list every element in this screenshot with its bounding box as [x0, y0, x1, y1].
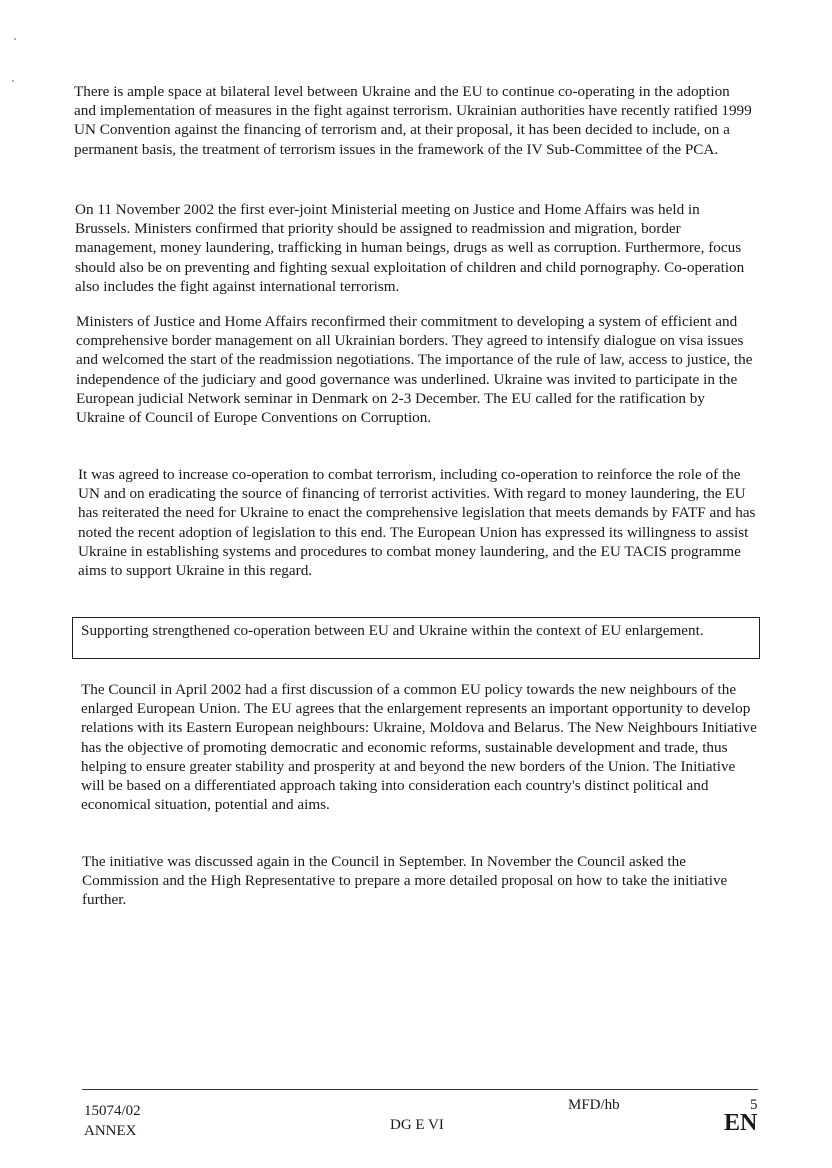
paragraph-initiative-further: The initiative was discussed again in the Council in September. In November the Council asked the Commission and the High Representative to prepare a more detailed proposal on how to take the initiative further.	[82, 853, 728, 909]
footer-directorate: DG E VI	[390, 1117, 444, 1133]
footer-annex: ANNEX	[84, 1123, 137, 1139]
paragraph-terrorism-cooperation: There is ample space at bilateral level between Ukraine and the EU to continue co-operating in the adoption and implementation of measures in the fight against terrorism. Ukrainian authorities have recently ratified 1999 UN Convention against the financing of terrorism and, at their proposal, it has been decided to include, on a permanent basis, the treatment of terrorism issues in the framework of the IV Sub-Committee of the PCA.	[74, 83, 752, 158]
paragraph-new-neighbours-initiative: The Council in April 2002 had a first discussion of a common EU policy towards the new neighbours of the enlarged European Union. The EU agrees that the enlargement represents an important opportunity to develop relations with its Eastern European neighbours: Ukraine, Moldova and Belarus. The New Neighbours Initiative has the objective of promoting democratic and economic reforms, sustainable development and trade, thus helping to ensure greater stability and prosperity at and beyond the new borders of the Union. The Initiative will be based on a differentiated approach taking into consideration each country's distinct political and economical situation, potential and aims.	[81, 681, 757, 814]
footer-language-code: EN	[724, 1110, 758, 1136]
scan-speck	[14, 38, 16, 40]
footer-doc-number: 15074/02	[84, 1103, 141, 1119]
footer-page-number: 5	[750, 1097, 758, 1113]
section-heading-box	[72, 617, 760, 659]
footer-divider	[82, 1089, 758, 1090]
paragraph-money-laundering: It was agreed to increase co-operation to combat terrorism, including co-operation to reinforce the role of the UN and on eradicating the source of financing of terrorist activities. With regard to money laundering, the EU has reiterated the need for Ukraine to enact the comprehensive legislation that meets demands by FATF and has noted the recent adoption of legislation to this end. The European Union has expressed its willingness to assist Ukraine in establishing systems and procedures to combat money laundering, and the EU TACIS programme aims to support Ukraine in this regard.	[78, 466, 756, 580]
scan-speck	[12, 80, 14, 82]
footer-reference: MFD/hb	[568, 1097, 620, 1113]
section-heading: Supporting strengthened co-operation between EU and Ukraine within the context of EU enlargement.	[81, 622, 704, 639]
paragraph-ministerial-meeting: On 11 November 2002 the first ever-joint Ministerial meeting on Justice and Home Affairs was held in Brussels. Ministers confirmed that priority should be assigned to readmission and migration, border management, money laundering, trafficking in human beings, drugs as well as corruption. Furthermore, focus should also be on preventing and fighting sexual exploitation of children and child pornography. Co-operation also includes the fight against international terrorism.	[75, 201, 745, 295]
paragraph-border-management: Ministers of Justice and Home Affairs reconfirmed their commitment to developing a system of efficient and comprehensive border management on all Ukrainian borders. They agreed to intensify dialogue on visa issues and welcomed the start of the readmission negotiations. The importance of the rule of law, access to justice, the independence of the judiciary and good governance was underlined. Ukraine was invited to participate in the European judicial Network seminar in Denmark on 2-3 December. The EU called for the ratification by Ukraine of Council of Europe Conventions on Corruption.	[76, 313, 753, 427]
